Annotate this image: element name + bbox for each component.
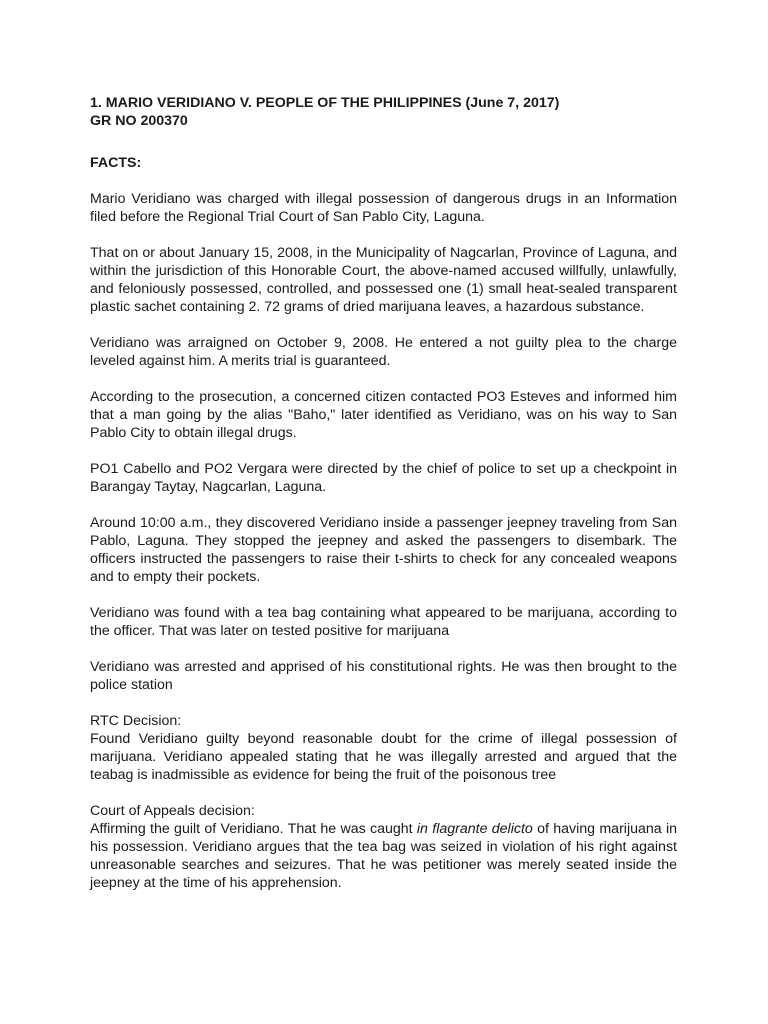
ca-text-italic: in flagrante delicto	[416, 821, 533, 837]
rtc-decision-text: Found Veridiano guilty beyond reasonable doubt for the crime of illegal possession of marijuana. Veridiano appealed stating that he was illegally arrested and argued that the teabag is inadmissible as evidence for being the fruit of the poisonous tree	[90, 731, 677, 783]
facts-paragraph-4: According to the prosecution, a concerned citizen contacted PO3 Esteves and informed him that a man going by the alias "Baho," later identified as Veridiano, was on his way to San Pablo City to obtain illegal drugs.	[90, 389, 677, 441]
facts-paragraph-7: Veridiano was found with a tea bag containing what appeared to be marijuana, according to the officer. That was later on tested positive for marijuana	[90, 605, 677, 639]
facts-paragraph-2: That on or about January 15, 2008, in the Municipality of Nagcarlan, Province of Laguna, and within the jurisdiction of this Honorable Court, the above-named accused willfully, unlawfully, and feloniously possessed, controlled, and possessed one (1) small heat-sealed transparent plastic sachet containing 2. 72 grams of dried marijuana leaves, a hazardous substance.	[90, 245, 677, 315]
facts-paragraph-8: Veridiano was arrested and apprised of his constitutional rights. He was then brought to the police station	[90, 659, 677, 693]
ca-decision-label: Court of Appeals decision:	[90, 803, 255, 819]
facts-paragraph-5: PO1 Cabello and PO2 Vergara were directed by the chief of police to set up a checkpoint in Barangay Taytay, Nagcarlan, Laguna.	[90, 461, 677, 495]
case-gr-number: GR NO 200370	[90, 113, 188, 129]
ca-text-after: of having marijuana in his possession. Veridiano argues that the tea bag was seized in violation of his right against unreasonable searches and seizures. That he was petitioner was merely seated inside the jeepney at the time of his apprehension.	[90, 821, 678, 891]
ca-text-before: Affirming the guilt of Veridiano. That he was caught	[90, 821, 417, 837]
facts-heading: FACTS:	[90, 155, 142, 171]
facts-paragraph-6: Around 10:00 a.m., they discovered Veridiano inside a passenger jeepney traveling from San Pablo, Laguna. They stopped the jeepney and asked the passengers to disembark. The officers instructed the passengers to raise their t-shirts to check for any concealed weapons and to empty their pockets.	[90, 515, 677, 585]
ca-decision-text	[90, 820, 677, 892]
case-title: 1. MARIO VERIDIANO V. PEOPLE OF THE PHILIPPINES (June 7, 2017)	[90, 95, 560, 111]
facts-paragraph-1: Mario Veridiano was charged with illegal possession of dangerous drugs in an Information filed before the Regional Trial Court of San Pablo City, Laguna.	[90, 191, 677, 225]
facts-paragraph-3: Veridiano was arraigned on October 9, 2008. He entered a not guilty plea to the charge leveled against him. A merits trial is guaranteed.	[90, 335, 677, 369]
document-page	[90, 94, 677, 892]
rtc-decision-label: RTC Decision:	[90, 713, 182, 729]
